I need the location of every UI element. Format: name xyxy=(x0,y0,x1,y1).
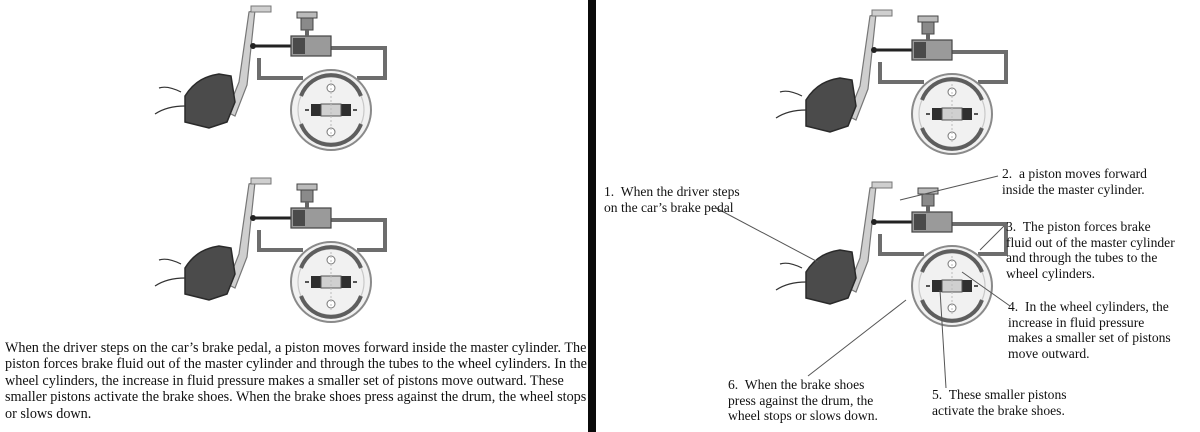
caption-step-4: 4. In the wheel cylinders, the increase in fluid pressure makes a smaller set of pistons move outward. xyxy=(1008,299,1171,361)
explanation-paragraph: When the driver steps on the car’s brake pedal, a piston moves forward inside the master cylinder. The piston forces brake fluid out of the master cylinder and through the tubes to the wheel cylinders. In the wheel cylinders, the increase in fluid pressure makes a smaller set of pistons move outward. These smaller pistons activate the brake shoes. When the brake shoes press against the drum, the wheel stops or slows down. xyxy=(5,340,587,422)
caption-step-1: 1. When the driver steps on the car’s brake pedal xyxy=(604,184,740,215)
caption-step-5: 5. These smaller pistons activate the brake shoes. xyxy=(932,387,1067,418)
panel-divider xyxy=(588,0,596,432)
leader-lines xyxy=(596,0,1200,432)
leader-line-4 xyxy=(962,272,1010,306)
caption-step-3: 3. The piston forces brake fluid out of the master cylinder and through the tubes to the wheel cylinders. xyxy=(1006,219,1175,281)
leader-line-1 xyxy=(716,208,818,262)
caption-step-6: 6. When the brake shoes press against the drum, the wheel stops or slows down. xyxy=(728,377,878,423)
caption-step-2: 2. a piston moves forward inside the master cylinder. xyxy=(1002,166,1147,197)
leader-line-5 xyxy=(940,290,946,388)
leader-line-3 xyxy=(980,226,1004,250)
brake-diagram-pressed xyxy=(150,176,390,326)
leader-line-6 xyxy=(808,300,906,376)
leader-line-2 xyxy=(900,176,998,200)
right-panel xyxy=(596,0,1200,432)
left-panel xyxy=(0,0,588,432)
brake-diagram-released xyxy=(150,4,390,154)
